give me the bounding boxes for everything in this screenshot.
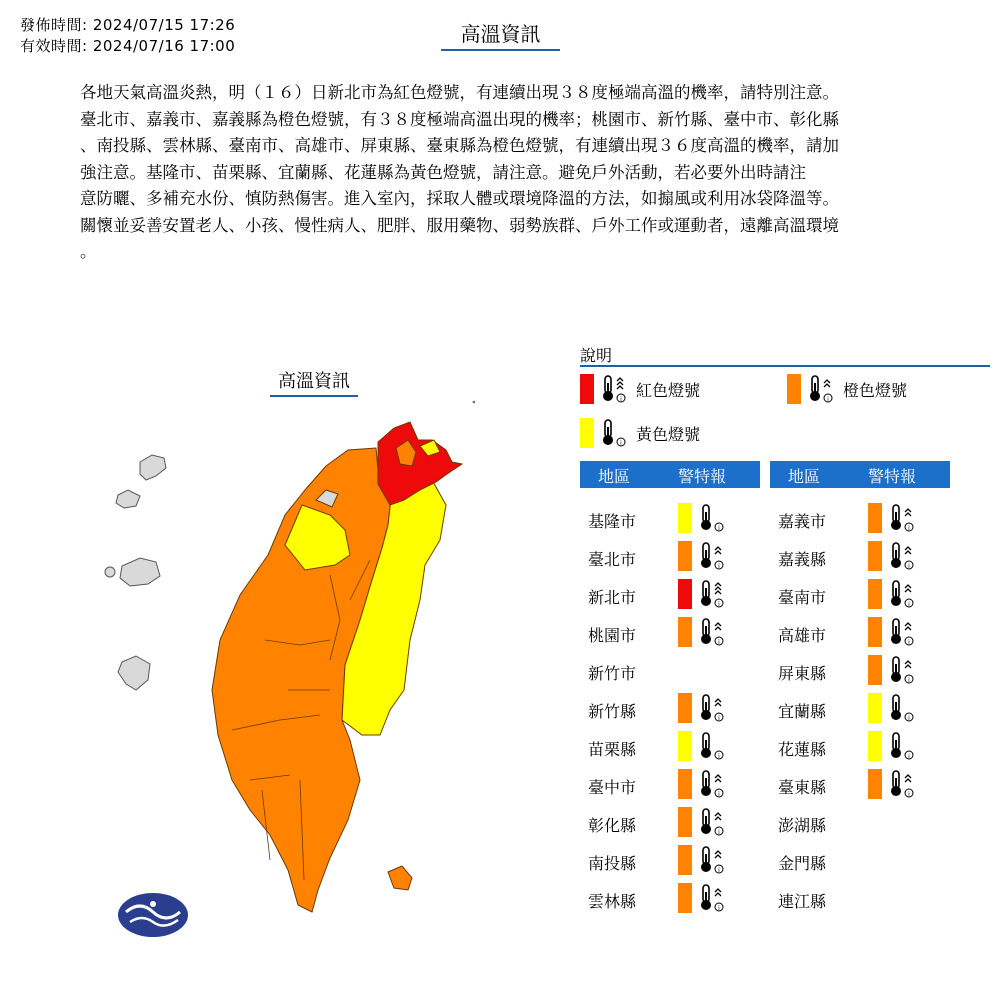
description-line: 、南投縣、雲林縣、臺南市、高雄市、屏東縣、臺東縣為橙色燈號，有連續出現３６度高溫的機率，請加	[80, 136, 839, 155]
map-island	[118, 656, 150, 690]
thermometer-icon	[888, 693, 916, 727]
region-name: 屏東縣	[778, 664, 827, 683]
thermometer-icon	[698, 731, 726, 765]
valid-time: 有效時間: 2024/07/16 17:00	[20, 37, 236, 55]
alert-swatch-orange	[868, 655, 882, 685]
svg-text:i: i	[827, 396, 829, 403]
svg-text:i: i	[908, 525, 910, 532]
table-row	[580, 655, 760, 687]
alert-swatch-orange	[678, 769, 692, 799]
column-header-region: 地區	[788, 467, 821, 486]
svg-text:i: i	[718, 525, 720, 532]
thermometer-icon	[698, 693, 726, 727]
region-name: 臺南市	[778, 588, 827, 607]
svg-text:i: i	[620, 440, 622, 447]
description-line: 。	[80, 242, 97, 261]
region-name: 連江縣	[778, 892, 827, 911]
region-name: 南投縣	[588, 854, 637, 873]
region-name: 雲林縣	[588, 892, 637, 911]
alert-swatch-red	[678, 579, 692, 609]
thermometer-icon	[698, 769, 726, 803]
taiwan-map	[95, 390, 475, 950]
table-row	[580, 617, 760, 649]
legend-item-orange	[787, 374, 907, 404]
svg-text:i: i	[908, 753, 910, 760]
svg-text:i: i	[620, 396, 622, 403]
svg-text:i: i	[718, 639, 720, 646]
map-island	[116, 490, 140, 508]
table-row	[580, 693, 760, 725]
alert-swatch-orange	[868, 503, 882, 533]
svg-text:i: i	[718, 791, 720, 798]
thermometer-icon	[600, 418, 628, 448]
svg-text:i: i	[718, 715, 720, 722]
page-title: 高溫資訊	[441, 18, 560, 51]
table-row	[770, 579, 950, 611]
description-line: 強注意。基隆市、苗栗縣、宜蘭縣、花蓮縣為黃色燈號，請注意。避免戶外活動，若必要外出時請注	[80, 162, 806, 182]
alert-swatch-yellow	[678, 503, 692, 533]
thermometer-icon	[698, 845, 726, 879]
svg-text:i: i	[718, 905, 720, 912]
alert-swatch-orange	[868, 769, 882, 799]
thermometer-icon	[698, 541, 726, 575]
region-name: 新北市	[588, 588, 637, 607]
region-name: 基隆市	[588, 512, 637, 531]
region-name: 花蓮縣	[778, 740, 827, 759]
thermometer-icon	[888, 617, 916, 651]
thermometer-icon	[888, 579, 916, 613]
description-line: 意防曬、多補充水份、慎防熱傷害。進入室內，採取人體或環境降溫的方法，如搧風或利用冰袋降溫等。	[80, 189, 839, 208]
table-row	[580, 807, 760, 839]
legend-item-red	[580, 374, 700, 404]
description-line: 臺北市、嘉義市、嘉義縣為橙色燈號，有３８度極端高溫出現的機率；桃園市、新竹縣、臺中市、彰化縣	[80, 109, 839, 129]
issue-time: 發佈時間: 2024/07/15 17:26	[20, 16, 236, 34]
thermometer-icon	[888, 731, 916, 765]
table-row	[770, 769, 950, 801]
column-header-region: 地區	[598, 467, 631, 486]
table-row	[580, 541, 760, 573]
region-name: 臺中市	[588, 778, 637, 797]
region-name: 臺北市	[588, 550, 637, 569]
thermometer-icon	[698, 883, 726, 917]
map-penghu-islands	[140, 455, 166, 480]
thermometer-icon	[888, 769, 916, 803]
region-name: 嘉義縣	[778, 550, 827, 569]
alert-swatch-orange	[678, 541, 692, 571]
region-name: 桃園市	[588, 626, 637, 645]
legend-swatch-yellow	[580, 418, 594, 448]
alert-swatch-yellow	[678, 731, 692, 761]
thermometer-icon	[888, 503, 916, 537]
svg-text:i: i	[718, 563, 720, 570]
column-header-alert: 警特報	[868, 467, 917, 486]
thermometer-icon	[698, 579, 726, 613]
table-row	[580, 731, 760, 763]
alert-swatch-orange	[678, 845, 692, 875]
cwa-logo-icon	[118, 893, 188, 937]
table-row	[580, 845, 760, 877]
region-name: 苗栗縣	[588, 740, 637, 759]
table-row	[770, 731, 950, 763]
alert-swatch-orange	[678, 883, 692, 913]
table-row	[770, 541, 950, 573]
legend-item-yellow	[580, 418, 700, 448]
table-row	[770, 807, 950, 839]
table-row	[770, 503, 950, 535]
region-name: 臺東縣	[778, 778, 827, 797]
region-name: 新竹市	[588, 664, 637, 683]
svg-text:i: i	[908, 715, 910, 722]
table-header-right	[770, 461, 950, 488]
alert-swatch-orange	[678, 693, 692, 723]
thermometer-icon	[888, 655, 916, 689]
map-island	[105, 567, 115, 577]
thermometer-icon	[698, 503, 726, 537]
legend-swatch-orange	[787, 374, 801, 404]
svg-text:i: i	[908, 791, 910, 798]
alert-swatch-orange	[678, 807, 692, 837]
svg-text:i: i	[718, 829, 720, 836]
description	[80, 80, 920, 266]
table-row	[580, 883, 760, 915]
svg-text:i: i	[718, 753, 720, 760]
region-name: 金門縣	[778, 854, 827, 873]
thermometer-icon	[888, 541, 916, 575]
alert-swatch-orange	[868, 541, 882, 571]
table-row	[770, 617, 950, 649]
table-row	[770, 845, 950, 877]
table-row	[770, 655, 950, 687]
region-name: 彰化縣	[588, 816, 637, 835]
svg-text:i: i	[718, 867, 720, 874]
region-name: 宜蘭縣	[778, 702, 827, 721]
map-island-orchid	[388, 866, 412, 890]
region-name: 嘉義市	[778, 512, 827, 531]
svg-text:i: i	[908, 677, 910, 684]
description-line: 關懷並妥善安置老人、小孩、慢性病人、肥胖、服用藥物、弱勢族群、戶外工作或運動者，遠離高溫環境	[80, 215, 839, 235]
legend-label-red: 紅色燈號	[636, 380, 701, 400]
svg-text:i: i	[718, 601, 720, 608]
region-name: 新竹縣	[588, 702, 637, 721]
legend-label-yellow: 黃色燈號	[636, 424, 701, 444]
alert-swatch-yellow	[868, 731, 882, 761]
legend-divider	[580, 365, 990, 367]
description-line: 各地天氣高溫炎熱，明（１６）日新北市為紅色燈號，有連續出現３８度極端高溫的機率，請特別注意。	[80, 83, 839, 102]
svg-text:i: i	[908, 601, 910, 608]
thermometer-icon	[698, 807, 726, 841]
alert-swatch-yellow	[868, 693, 882, 723]
legend-title: 說明	[580, 346, 613, 365]
table-row	[580, 503, 760, 535]
alert-swatch-orange	[868, 617, 882, 647]
thermometer-icon	[807, 374, 835, 404]
thermometer-icon	[600, 374, 628, 404]
table-row	[580, 579, 760, 611]
alert-swatch-orange	[868, 579, 882, 609]
map-title: 高溫資訊	[270, 367, 358, 397]
svg-text:i: i	[908, 563, 910, 570]
legend-label-orange: 橙色燈號	[843, 380, 908, 400]
map-island-yellow	[473, 397, 475, 408]
table-row	[770, 693, 950, 725]
legend-swatch-red	[580, 374, 594, 404]
table-row	[580, 769, 760, 801]
table-row	[770, 883, 950, 915]
table-header-left	[580, 461, 760, 488]
region-name: 高雄市	[778, 626, 827, 645]
column-header-alert: 警特報	[678, 467, 727, 486]
region-name: 澎湖縣	[778, 816, 827, 835]
svg-text:i: i	[908, 639, 910, 646]
alert-swatch-orange	[678, 617, 692, 647]
map-island	[120, 558, 160, 586]
thermometer-icon	[698, 617, 726, 651]
